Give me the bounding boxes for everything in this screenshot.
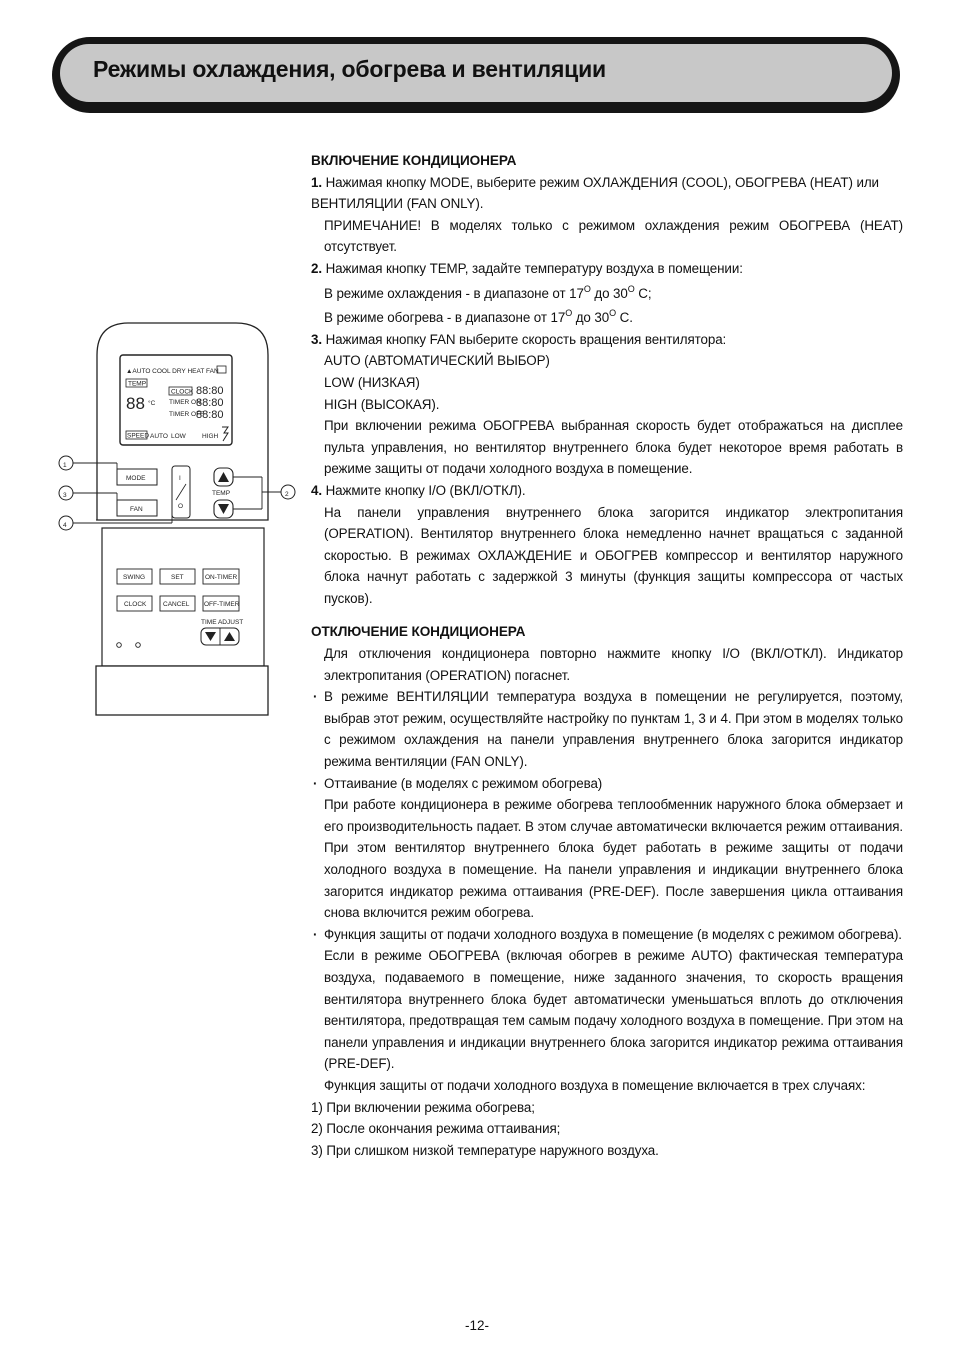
display-speed-low: LOW <box>171 433 186 440</box>
step-text: Нажимая кнопку FAN выберите скорость вращения вентилятора: <box>325 331 727 347</box>
step-1-note: ПРИМЕЧАНИЕ! В моделях только с режимом охлаждения режим ОБОГРЕВА (HEAT) отсутствует. <box>324 217 903 255</box>
step-3-auto: AUTO (АВТОМАТИЧЕСКИЙ ВЫБОР) <box>324 353 550 369</box>
cancel-button-label: CANCEL <box>163 601 190 608</box>
display-timer-on-label: TIMER ON <box>169 399 201 406</box>
text: до 30 <box>590 285 628 301</box>
display-clock-label: CLOCK <box>171 388 194 396</box>
case-2: 2) После окончания режима оттаивания; <box>311 1121 561 1137</box>
display-temp-label: TEMP <box>128 380 147 388</box>
remote-bottom-cap <box>96 666 268 715</box>
step-4-note: На панели управления внутреннего блока загорится индикатор электропитания (OPERATION). Вентилятор внутреннего блока немедленно начнет вращаться с заданной скоростью. В режимах ОХЛАЖДЕНИЕ и ОБОГРЕВ компрессор и вентилятор наружного блока начнут работать с задержкой 3 минуты (функция защиты компрессора от частых пусков). <box>324 504 903 606</box>
display-temp-value: 88 <box>126 394 145 413</box>
text: C; <box>634 285 652 301</box>
off-timer-button-label: OFF-TIMER <box>204 601 240 608</box>
page-title: Режимы охлаждения, обогрева и вентиляции <box>93 56 606 82</box>
step-number: 2. <box>311 260 322 276</box>
display-time-value: 88:80 <box>196 385 224 397</box>
step-3-note: При включении режима ОБОГРЕВА выбранная скорость будет отображаться на дисплее пульта управления, но вентилятор внутреннего блока будет некоторое время работать в режиме защиты от подачи холодного воздуха в помещение. <box>324 418 903 477</box>
display-temp-unit: °C <box>148 400 156 407</box>
step-number: 1. <box>311 174 322 190</box>
text: C. <box>616 310 633 326</box>
text: В режиме обогрева - в диапазоне от 17 <box>324 310 566 326</box>
degree-sup: O <box>565 308 573 319</box>
step-2-cool-range <box>311 283 903 305</box>
callout-2-label: 2 <box>285 491 289 498</box>
step-number: 4. <box>311 482 322 498</box>
fan-button-label: FAN <box>130 506 143 513</box>
display-mode-row: ▲AUTO COOL DRY HEAT FAN <box>126 368 219 375</box>
set-button-label: SET <box>171 574 184 581</box>
display-speed-high: HIGH <box>202 433 219 440</box>
degree-sup: O <box>583 283 591 294</box>
remote-control-illustration <box>0 0 300 740</box>
step-2 <box>311 258 903 280</box>
clock-button-label: CLOCK <box>124 601 147 608</box>
instructions-text <box>311 150 903 1161</box>
fan-mode-note: · В режиме ВЕНТИЛЯЦИИ температура воздуха в помещении не регулируется, поэтому, выбрав этот режим, осуществляйте настройку по пунктам 1, 3 и 4. При этом в моделях только с режимом охлаждения на панели управления внутреннего блока загорится индикатор режима вентиляции (FAN ONLY). <box>311 686 903 772</box>
step-2-heat-range <box>311 307 903 329</box>
step-text: Нажимая кнопку MODE, выберите режим ОХЛАЖДЕНИЯ (COOL), ОБОГРЕВА (HEAT) или ВЕНТИЛЯЦИИ (FAN ONLY). <box>311 174 879 212</box>
defrost-title: · Оттаивание (в моделях с режимом обогрева) <box>311 773 903 795</box>
display-timer-off-label: TIMER OFF <box>169 411 205 418</box>
power-button-i: I <box>179 475 181 482</box>
swing-button-label: SWING <box>123 574 146 581</box>
display-speed-label: SPEED <box>127 432 150 440</box>
callout-4-label: 4 <box>63 522 67 529</box>
mode-button-label: MODE <box>126 475 146 482</box>
step-text: Нажмите кнопку I/O (ВКЛ/ОТКЛ). <box>325 482 526 498</box>
on-timer-button-label: ON-TIMER <box>205 574 238 581</box>
step-3 <box>311 329 903 351</box>
degree-sup: O <box>627 283 635 294</box>
degree-sup: O <box>609 308 616 319</box>
off-text: Для отключения кондиционера повторно нажмите кнопку I/O (ВКЛ/ОТКЛ). Индикатор электропитания (OPERATION) погаснет. <box>324 646 903 683</box>
display-time-value-off: 88:80 <box>196 409 224 421</box>
cold-protection-cases: Функция защиты от подачи холодного воздуха в помещение включается в трех случаях: <box>324 1077 866 1093</box>
display-time-value-on: 88:80 <box>196 397 224 409</box>
display-speed-auto: AUTO <box>150 433 168 440</box>
cold-protection-text: Если в режиме ОБОГРЕВА (включая обогрев в режиме AUTO) фактическая температура воздуха, подаваемого в помещение, ниже заданного значения, то скорость вращения вентилятора внутреннего блока будет автоматически уменьшаться вплоть до отключения вентилятора, предотвращая тем самым подачу холодного воздуха в помещение. При этом на панели управления и индикации внутреннего блока загорится индикатор режима оттаивания (PRE-DEF). <box>324 948 903 1072</box>
step-1 <box>311 172 903 215</box>
callout-1-label: 1 <box>63 462 67 469</box>
step-4 <box>311 480 903 502</box>
section-title-on: ВКЛЮЧЕНИЕ КОНДИЦИОНЕРА <box>311 153 517 168</box>
temp-button-label: TEMP <box>212 490 231 497</box>
text: В режиме охлаждения - в диапазоне от 17 <box>324 285 584 301</box>
callout-3-label: 3 <box>63 492 67 499</box>
step-number: 3. <box>311 331 322 347</box>
section-title-off: ОТКЛЮЧЕНИЕ КОНДИЦИОНЕРА <box>311 624 526 640</box>
step-text: Нажимая кнопку TEMP, задайте температуру воздуха в помещении: <box>325 260 743 276</box>
page-number: -12- <box>464 1318 489 1333</box>
time-adjust-label: TIME ADJUST <box>201 619 244 626</box>
cold-protection-title: · Функция защиты от подачи холодного воздуха в помещение (в моделях с режимом обогрева). <box>311 924 903 946</box>
step-3-low: LOW (НИЗКАЯ) <box>324 374 420 390</box>
case-1: 1) При включении режима обогрева; <box>311 1099 535 1115</box>
text: до 30 <box>572 310 610 326</box>
step-3-high: HIGH (ВЫСОКАЯ). <box>324 396 440 412</box>
defrost-text: При работе кондиционера в режиме обогрева теплообменник наружного блока обмерзает и его производительность падает. В этом случае автоматически включается режим оттаивания. При этом вентилятор внутреннего блока будет работать в режиме защиты от подачи холодного воздуха в помещение. На панели управления и индикации внутреннего блока загорится индикатор режима оттаивания (PRE-DEF). После завершения цикла оттаивания снова включится режим обогрева. <box>324 797 903 921</box>
case-3: 3) При слишком низкой температуре наружного воздуха. <box>311 1142 659 1158</box>
power-button-o: O <box>178 503 184 510</box>
